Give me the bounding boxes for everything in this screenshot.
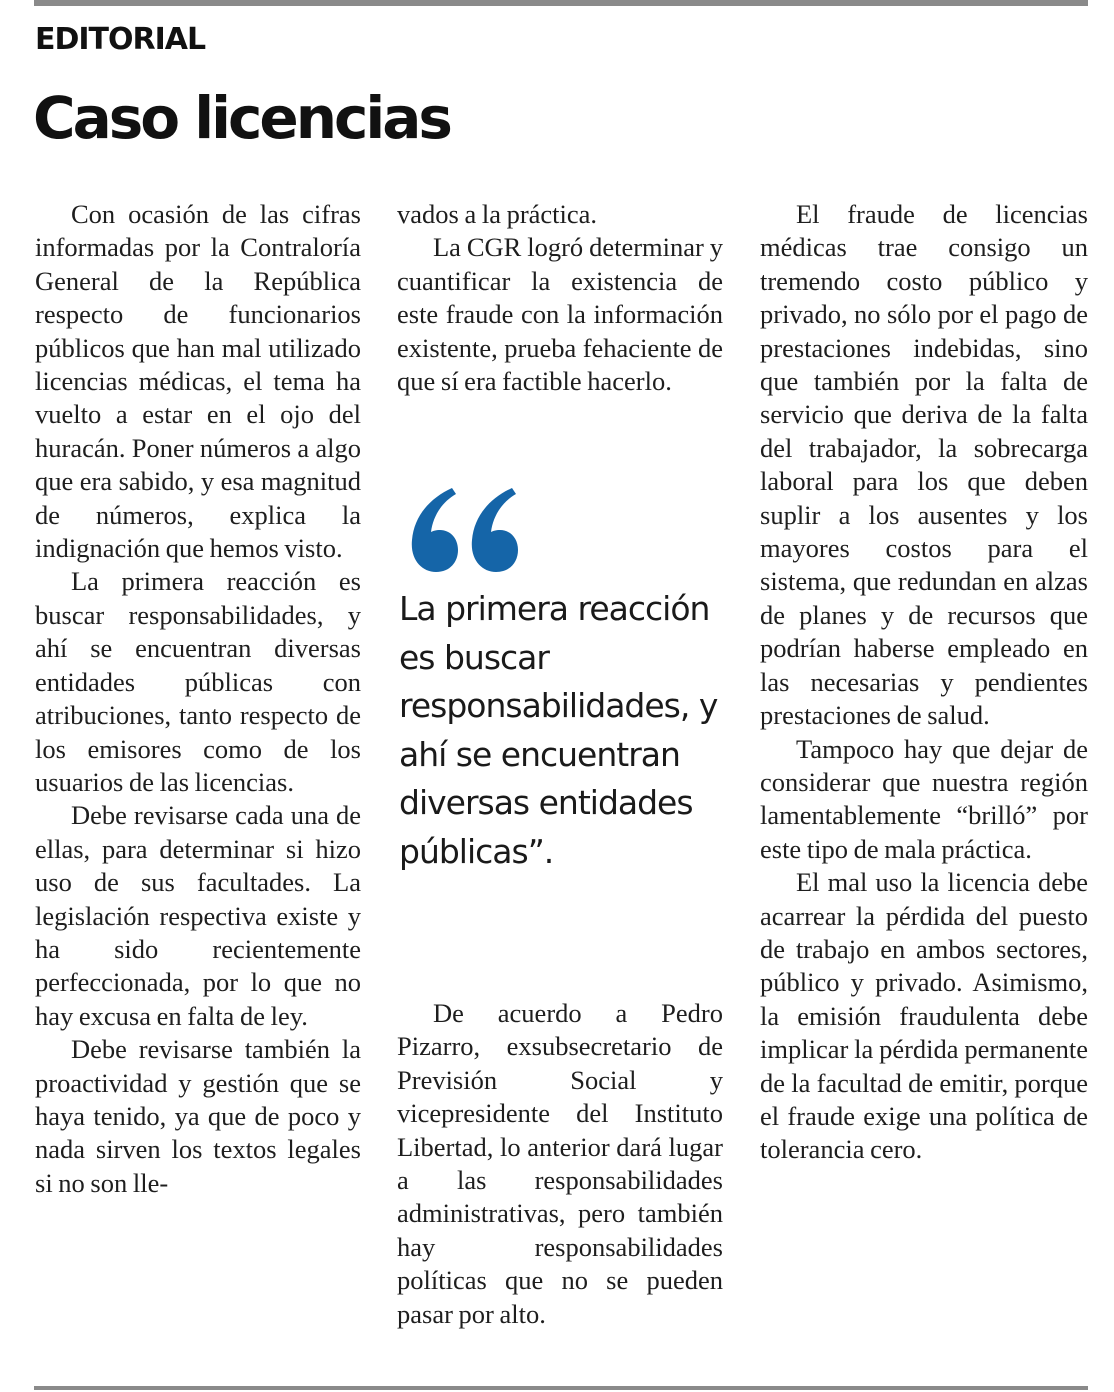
paragraph: Debe revisarse también la proactividad y gestión que se haya tenido, ya que de poco y nada sirven los textos legales si no son lle-: [35, 1034, 361, 1198]
paragraph: El mal uso la licencia debe acarrear la pérdida del puesto de trabajo en ambos sectores, público y privado. Asimismo, la emisión fraudulenta debe implicar la pérdida permanente de la facultad de emitir, porque el fraude exige una política de tolerancia cero.: [760, 867, 1088, 1165]
headline: Caso licencias: [33, 84, 450, 152]
paragraph: vados a la práctica.: [397, 199, 598, 229]
paragraph: Tampoco hay que dejar de considerar que nuestra región lamentablemente “brilló” por este tipo de mala práctica.: [760, 733, 1088, 864]
opening-quote-icon: [400, 460, 520, 580]
column-2-bottom: [397, 997, 723, 1331]
column-2-top: [397, 198, 723, 398]
paragraph: Debe revisarse cada una de ellas, para determinar si hizo uso de sus facultades. La legislación respectiva existe y ha sido recientemente perfeccionada, por lo que no hay excusa en falta de ley.: [35, 800, 361, 1031]
paragraph: La CGR logró determinar y cuantificar la existencia de este fraude con la información existente, prueba fehaciente de que sí era factible hacerlo.: [397, 232, 723, 397]
paragraph: La primera reacción es buscar responsabilidades, y ahí se encuentran diversas entidades públicas con atribuciones, tanto respecto de los emisores como de los usuarios de las licencias.: [35, 566, 361, 797]
top-rule: [34, 0, 1088, 6]
section-label: EDITORIAL: [35, 22, 206, 57]
pull-quote: La primera reacción es buscar responsabilidades, y ahí se encuentran diversas entidades públicas”.: [399, 589, 718, 871]
column-3: [760, 198, 1088, 1167]
bottom-rule: [34, 1386, 1088, 1390]
column-1: [35, 198, 361, 1200]
paragraph: El fraude de licencias médicas trae consigo un tremendo costo público y privado, no sólo por el pago de prestaciones indebidas, sino que también por la falta de servicio que deriva de la falta del trabajador, la sobrecarga laboral para los que deben suplir a los ausentes y los mayores costos para el sistema, que redundan en alzas de planes y de recursos que podrían haberse empleado en las necesarias y pendientes prestaciones de salud.: [760, 199, 1088, 731]
paragraph: Con ocasión de las cifras informadas por la Contraloría General de la República respecto de funcionarios públicos que han mal utilizado licencias médicas, el tema ha vuelto a estar en el ojo del huracán. Poner números a algo que era sabido, y esa magnitud de números, explica la indignación que hemos visto.: [35, 199, 361, 564]
paragraph: De acuerdo a Pedro Pizarro, exsubsecretario de Previsión Social y vicepresidente del Instituto Libertad, lo anterior dará lugar a las responsabilidades administrativas, pero también hay responsabilidades políticas que no se pueden pasar por alto.: [397, 998, 723, 1329]
